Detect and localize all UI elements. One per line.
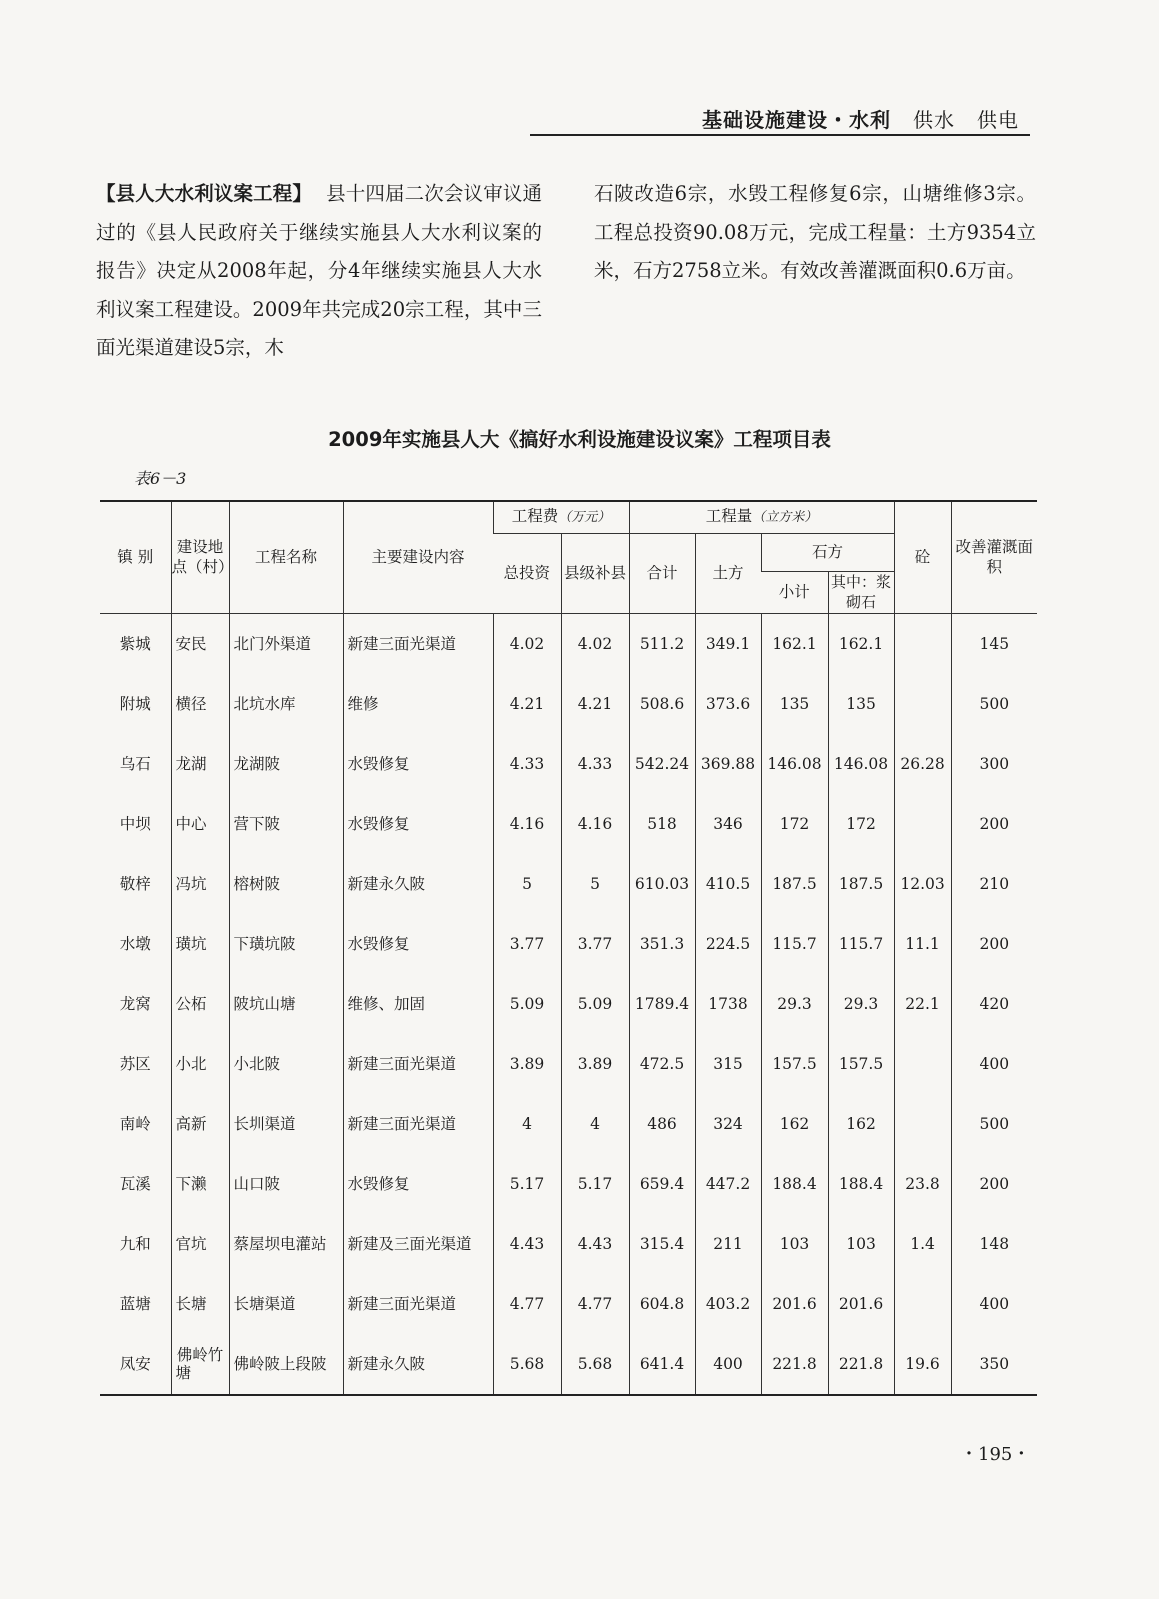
cell-total-cost: 4 [493, 1094, 561, 1154]
table-row [100, 1034, 1037, 1094]
cell-county-cost: 5.68 [561, 1334, 629, 1395]
header-stone-subtotal: 小计 [761, 571, 828, 613]
cell-stone: 221.8 [761, 1334, 828, 1395]
cell-concrete: 26.28 [894, 734, 951, 794]
cell-earth: 224.5 [695, 914, 761, 974]
cell-content: 新建永久陂 [343, 1334, 493, 1395]
cell-irrigation: 400 [951, 1034, 1037, 1094]
table-row [100, 854, 1037, 914]
cell-content: 水毁修复 [343, 734, 493, 794]
cell-stone: 172 [761, 794, 828, 854]
cell-content: 新建三面光渠道 [343, 613, 493, 674]
cell-project: 龙湖陂 [229, 734, 343, 794]
cell-town: 九和 [119, 1234, 151, 1253]
cell-total-cost: 4.02 [493, 613, 561, 674]
cell-county-cost: 4.16 [561, 794, 629, 854]
running-header [702, 104, 1019, 133]
cell-earth: 346 [695, 794, 761, 854]
cell-content: 新建永久陂 [343, 854, 493, 914]
cell-volume-sum: 604.8 [629, 1274, 695, 1334]
cell-earth: 324 [695, 1094, 761, 1154]
cell-concrete: 22.1 [894, 974, 951, 1034]
cell-town: 苏区 [119, 1054, 151, 1073]
table-body [100, 613, 1037, 1395]
table-row [100, 674, 1037, 734]
cell-total-cost: 4.33 [493, 734, 561, 794]
cell-irrigation: 500 [951, 1094, 1037, 1154]
table-row [100, 914, 1037, 974]
article-right-column [594, 175, 1036, 368]
cell-stone: 29.3 [761, 974, 828, 1034]
cell-content: 新建三面光渠道 [343, 1274, 493, 1334]
cell-volume-sum: 659.4 [629, 1154, 695, 1214]
article-lead-title: 【县人大水利议案工程】 [96, 182, 313, 205]
header-earth: 土方 [695, 533, 761, 613]
cell-town: 龙窝 [119, 994, 151, 1013]
cell-total-cost: 5.09 [493, 974, 561, 1034]
cell-volume-sum: 508.6 [629, 674, 695, 734]
cell-content: 维修 [343, 674, 493, 734]
cell-irrigation: 300 [951, 734, 1037, 794]
article-right-text: 石陂改造6宗，水毁工程修复6宗，山塘维修3宗。工程总投资90.08万元，完成工程量：土方9354立米，石方2758立米。有效改善灌溉面积0.6万亩。 [594, 182, 1036, 282]
cell-town: 敬梓 [119, 874, 151, 893]
cell-irrigation: 350 [951, 1334, 1037, 1395]
cell-project: 蔡屋坝电灌站 [229, 1214, 343, 1274]
cell-project: 长塘渠道 [229, 1274, 343, 1334]
cell-total-cost: 5.17 [493, 1154, 561, 1214]
cell-stone: 188.4 [761, 1154, 828, 1214]
header-volume-unit: （立方米） [752, 510, 818, 526]
cell-irrigation: 210 [951, 854, 1037, 914]
cell-concrete: 19.6 [894, 1334, 951, 1395]
cell-site: 官坑 [171, 1214, 229, 1274]
cell-stone: 146.08 [761, 734, 828, 794]
cell-site: 公柘 [171, 974, 229, 1034]
cell-project: 榕树陂 [229, 854, 343, 914]
cell-project: 北门外渠道 [229, 613, 343, 674]
cell-total-cost: 3.77 [493, 914, 561, 974]
cell-masonry: 201.6 [828, 1274, 894, 1334]
table-row [100, 974, 1037, 1034]
cell-masonry: 162 [828, 1094, 894, 1154]
cell-concrete: 12.03 [894, 854, 951, 914]
cell-county-cost: 3.89 [561, 1034, 629, 1094]
cell-masonry: 103 [828, 1214, 894, 1274]
cell-volume-sum: 472.5 [629, 1034, 695, 1094]
header-sections [891, 108, 1019, 132]
cell-volume-sum: 511.2 [629, 613, 695, 674]
table-number: 表6－3 [134, 469, 187, 488]
cell-volume-sum: 542.24 [629, 734, 695, 794]
cell-volume-sum: 1789.4 [629, 974, 695, 1034]
header-irrigation: 改善灌溉面积 [951, 501, 1037, 613]
cell-town: 水墩 [119, 934, 151, 953]
table-row [100, 1334, 1037, 1395]
table-title: 2009年实施县人大《搞好水利设施建设议案》工程项目表 [328, 428, 831, 451]
cell-project: 佛岭陂上段陂 [229, 1334, 343, 1395]
cell-site: 中心 [171, 794, 229, 854]
cell-county-cost: 4 [561, 1094, 629, 1154]
cell-irrigation: 400 [951, 1274, 1037, 1334]
cell-project: 小北陂 [229, 1034, 343, 1094]
cell-earth: 403.2 [695, 1274, 761, 1334]
header-concrete: 砼 [894, 501, 951, 613]
cell-site: 横径 [171, 674, 229, 734]
cell-total-cost: 5 [493, 854, 561, 914]
cell-masonry: 157.5 [828, 1034, 894, 1094]
cell-site: 高新 [171, 1094, 229, 1154]
cell-county-cost: 5.17 [561, 1154, 629, 1214]
cell-project: 营下陂 [229, 794, 343, 854]
cell-stone: 135 [761, 674, 828, 734]
project-table [100, 500, 1037, 1396]
cell-project: 北坑水库 [229, 674, 343, 734]
cell-volume-sum: 641.4 [629, 1334, 695, 1395]
cell-town: 附城 [119, 694, 151, 713]
cell-earth: 349.1 [695, 613, 761, 674]
cell-volume-sum: 351.3 [629, 914, 695, 974]
cell-irrigation: 200 [951, 794, 1037, 854]
cell-earth: 369.88 [695, 734, 761, 794]
header-section: 供电 [977, 108, 1019, 132]
cell-county-cost: 4.33 [561, 734, 629, 794]
cell-volume-sum: 315.4 [629, 1214, 695, 1274]
article-left-text: 县十四届二次会议审议通过的《县人民政府关于继续实施县人大水利议案的报告》决定从2008年起，分4年继续实施县人大水利议案工程建设。2009年共完成20宗工程，其中三面光渠道建设5宗，木 [96, 182, 542, 359]
header-cost-label: 工程费 [511, 507, 559, 526]
header-cost-group [493, 501, 629, 533]
header-volume-group [629, 501, 894, 533]
cell-county-cost: 4.02 [561, 613, 629, 674]
cell-concrete: 23.8 [894, 1154, 951, 1214]
cell-masonry: 146.08 [828, 734, 894, 794]
header-cost-county: 县级补县 [561, 533, 629, 613]
cell-concrete [894, 1034, 951, 1094]
cell-site: 佛岭竹塘 [171, 1334, 229, 1395]
cell-town: 南岭 [119, 1114, 151, 1133]
cell-project: 山口陂 [229, 1154, 343, 1214]
table-row [100, 1154, 1037, 1214]
table-row [100, 734, 1037, 794]
article-left-column [96, 175, 542, 368]
cell-masonry: 187.5 [828, 854, 894, 914]
table-row [100, 1274, 1037, 1334]
cell-stone: 115.7 [761, 914, 828, 974]
cell-site: 下濑 [171, 1154, 229, 1214]
cell-masonry: 221.8 [828, 1334, 894, 1395]
cell-stone: 103 [761, 1214, 828, 1274]
cell-irrigation: 500 [951, 674, 1037, 734]
cell-concrete [894, 794, 951, 854]
header-cost-unit: （万元） [558, 510, 611, 526]
header-volume-sum: 合计 [629, 533, 695, 613]
cell-stone: 157.5 [761, 1034, 828, 1094]
cell-concrete [894, 1094, 951, 1154]
cell-content: 维修、加固 [343, 974, 493, 1034]
cell-earth: 447.2 [695, 1154, 761, 1214]
cell-earth: 211 [695, 1214, 761, 1274]
cell-irrigation: 148 [951, 1214, 1037, 1274]
cell-concrete: 11.1 [894, 914, 951, 974]
cell-county-cost: 3.77 [561, 914, 629, 974]
cell-town: 瓦溪 [119, 1174, 151, 1193]
cell-volume-sum: 518 [629, 794, 695, 854]
cell-volume-sum: 486 [629, 1094, 695, 1154]
cell-irrigation: 420 [951, 974, 1037, 1034]
cell-stone: 162.1 [761, 613, 828, 674]
cell-masonry: 29.3 [828, 974, 894, 1034]
table-row [100, 794, 1037, 854]
cell-masonry: 135 [828, 674, 894, 734]
header-stone-masonry: 其中：浆砌石 [828, 571, 894, 613]
cell-irrigation: 200 [951, 914, 1037, 974]
header-title: 基础设施建设・水利 [702, 108, 891, 132]
cell-volume-sum: 610.03 [629, 854, 695, 914]
cell-total-cost: 5.68 [493, 1334, 561, 1395]
cell-stone: 162 [761, 1094, 828, 1154]
header-rule [530, 134, 1030, 136]
cell-masonry: 188.4 [828, 1154, 894, 1214]
header-content: 主要建设内容 [343, 501, 493, 613]
cell-town: 紫城 [119, 634, 151, 653]
cell-masonry: 162.1 [828, 613, 894, 674]
cell-content: 新建及三面光渠道 [343, 1214, 493, 1274]
cell-site: 小北 [171, 1034, 229, 1094]
cell-concrete [894, 613, 951, 674]
cell-content: 水毁修复 [343, 914, 493, 974]
cell-town: 中坝 [119, 814, 151, 833]
cell-concrete: 1.4 [894, 1214, 951, 1274]
cell-total-cost: 4.21 [493, 674, 561, 734]
header-stone: 石方 [761, 533, 894, 571]
cell-county-cost: 4.21 [561, 674, 629, 734]
cell-county-cost: 4.77 [561, 1274, 629, 1334]
cell-town: 蓝塘 [119, 1294, 151, 1313]
cell-town: 凤安 [119, 1354, 151, 1373]
cell-project: 下璜坑陂 [229, 914, 343, 974]
cell-masonry: 172 [828, 794, 894, 854]
header-volume-label: 工程量 [705, 507, 753, 526]
cell-content: 新建三面光渠道 [343, 1034, 493, 1094]
cell-site: 长塘 [171, 1274, 229, 1334]
cell-county-cost: 5.09 [561, 974, 629, 1034]
cell-concrete [894, 674, 951, 734]
cell-site: 龙湖 [171, 734, 229, 794]
page-number: ・195・ [960, 1444, 1031, 1465]
cell-earth: 400 [695, 1334, 761, 1395]
cell-project: 长圳渠道 [229, 1094, 343, 1154]
cell-stone: 187.5 [761, 854, 828, 914]
table-row [100, 1094, 1037, 1154]
cell-total-cost: 4.16 [493, 794, 561, 854]
cell-town: 乌石 [119, 754, 151, 773]
cell-content: 水毁修复 [343, 794, 493, 854]
cell-content: 新建三面光渠道 [343, 1094, 493, 1154]
cell-earth: 315 [695, 1034, 761, 1094]
cell-total-cost: 3.89 [493, 1034, 561, 1094]
article-body [96, 175, 1036, 368]
cell-masonry: 115.7 [828, 914, 894, 974]
header-section: 供水 [913, 108, 955, 132]
cell-total-cost: 4.77 [493, 1274, 561, 1334]
header-cost-total: 总投资 [493, 533, 561, 613]
cell-irrigation: 200 [951, 1154, 1037, 1214]
cell-irrigation: 145 [951, 613, 1037, 674]
cell-content: 水毁修复 [343, 1154, 493, 1214]
cell-concrete [894, 1274, 951, 1334]
cell-county-cost: 5 [561, 854, 629, 914]
cell-total-cost: 4.43 [493, 1214, 561, 1274]
cell-earth: 1738 [695, 974, 761, 1034]
header-project: 工程名称 [229, 501, 343, 613]
cell-site: 璜坑 [171, 914, 229, 974]
cell-county-cost: 4.43 [561, 1214, 629, 1274]
cell-site: 冯坑 [171, 854, 229, 914]
header-site: 建设地点（村） [171, 501, 229, 613]
cell-earth: 410.5 [695, 854, 761, 914]
cell-earth: 373.6 [695, 674, 761, 734]
cell-site: 安民 [171, 613, 229, 674]
table-row [100, 613, 1037, 674]
header-town: 镇 别 [100, 501, 171, 613]
table-row [100, 1214, 1037, 1274]
cell-stone: 201.6 [761, 1274, 828, 1334]
cell-project: 陂坑山塘 [229, 974, 343, 1034]
